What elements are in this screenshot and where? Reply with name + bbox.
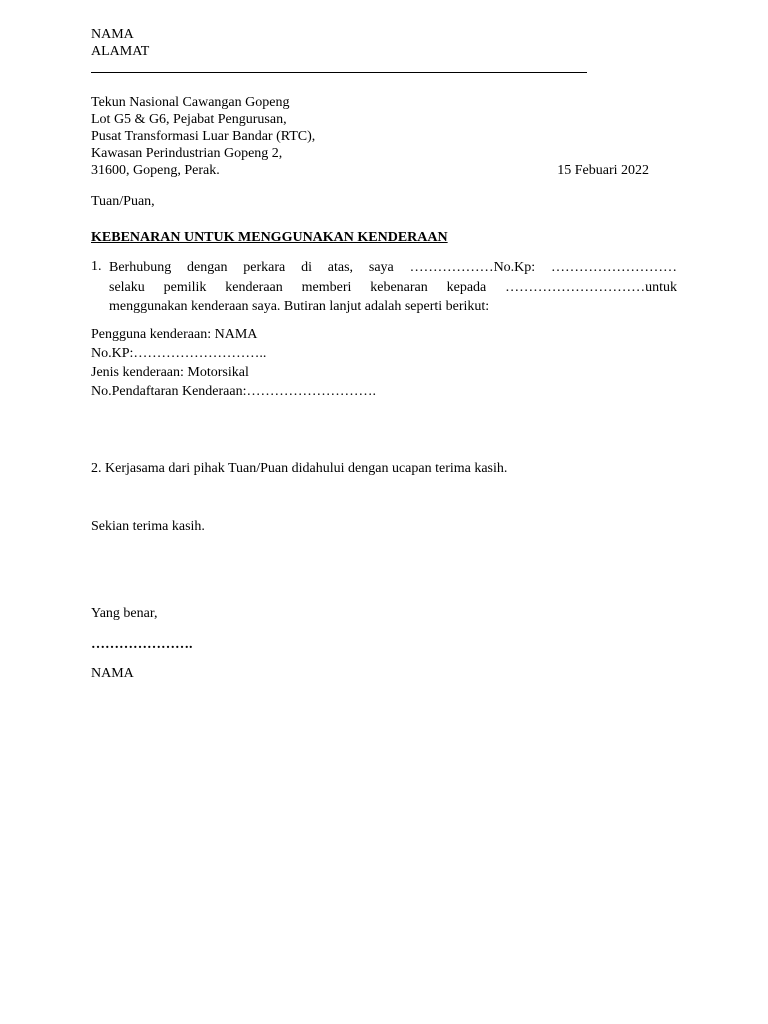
sender-name: NAMA (91, 27, 134, 42)
recipient-line: Pusat Transformasi Luar Bandar (RTC), (91, 129, 316, 144)
closing-line: Sekian terima kasih. (91, 519, 205, 534)
letter-date: 15 Febuari 2022 (557, 163, 649, 178)
recipient-address-block (91, 94, 649, 179)
paragraph-line: Berhubung dengan perkara di atas, saya ………………No.Kp: ……………………… (109, 260, 677, 275)
salutation: Tuan/Puan, (91, 194, 155, 209)
signatory-name: NAMA (91, 666, 134, 681)
vehicle-details (91, 325, 376, 401)
detail-type: Jenis kenderaan: Motorsikal (91, 365, 249, 380)
subject-heading: KEBENARAN UNTUK MENGGUNAKAN KENDERAAN (91, 230, 448, 245)
recipient-line: Kawasan Perindustrian Gopeng 2, (91, 146, 283, 161)
sign-off: Yang benar, (91, 606, 158, 621)
paragraph-line: selaku pemilik kenderaan memberi kebenaran kepada …………………………untuk (109, 279, 677, 295)
signature-line: …………………. (91, 637, 193, 652)
paragraph-number: 1. (91, 259, 102, 274)
sender-block (91, 26, 149, 60)
paragraph-line: menggunakan kenderaan saya. Butiran lanjut adalah seperti berikut: (109, 299, 490, 314)
sender-address: ALAMAT (91, 44, 150, 59)
paragraph-2: 2. Kerjasama dari pihak Tuan/Puan didahului dengan ucapan terima kasih. (91, 461, 508, 476)
recipient-line: 31600, Gopeng, Perak. (91, 163, 220, 178)
recipient-line: Tekun Nasional Cawangan Gopeng (91, 95, 290, 110)
recipient-line: Lot G5 & G6, Pejabat Pengurusan, (91, 112, 287, 127)
detail-registration: No.Pendaftaran Kenderaan:………………………. (91, 384, 376, 399)
header-divider (91, 72, 587, 73)
paragraph-1 (91, 258, 677, 317)
detail-ic: No.KP:……………………….. (91, 346, 267, 361)
detail-user: Pengguna kenderaan: NAMA (91, 327, 258, 342)
paragraph-1-text (109, 258, 677, 317)
